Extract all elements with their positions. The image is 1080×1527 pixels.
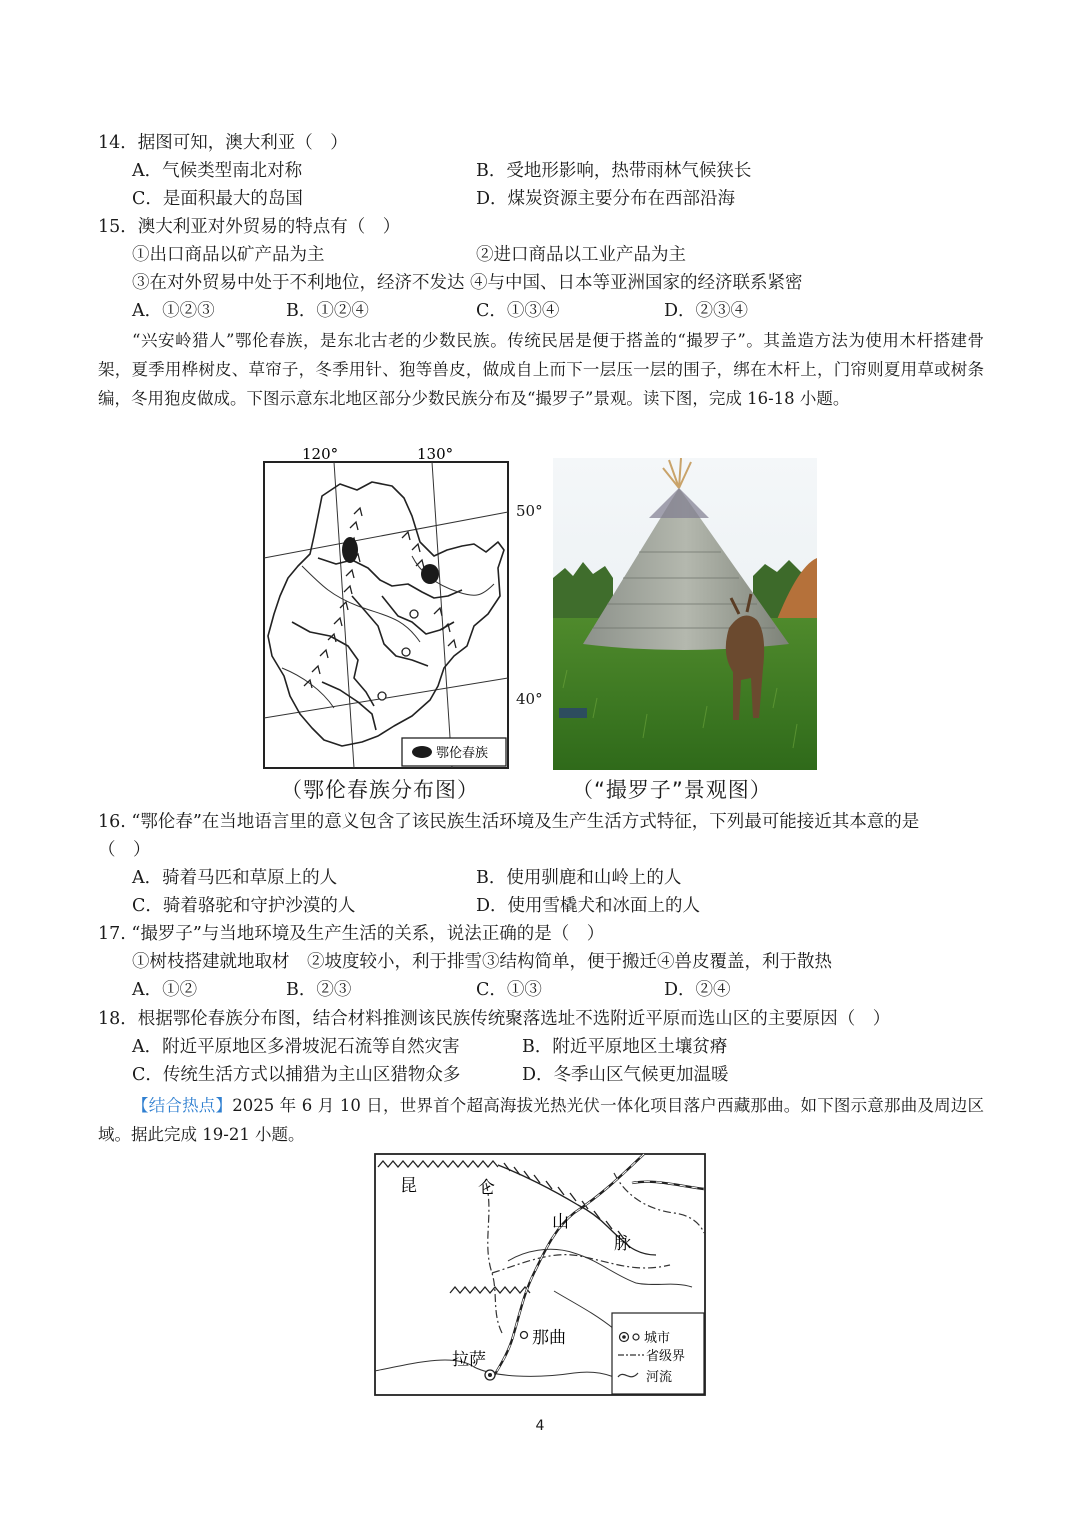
legend-city-label: 城市 <box>644 1331 671 1346</box>
q14-option-d: D．煤炭资源主要分布在西部沿海 <box>476 189 736 209</box>
q14-stem: 14．据图可知，澳大利亚（ ） <box>98 133 348 153</box>
material-naqu-text: 2025 年 6 月 10 日，世界首个超高海拔光热光伏一体化项目落户西藏那曲。如下图示意那曲及周边区域。据此完成 19-21 小题。 <box>98 1096 984 1144</box>
orogen-distribution-map <box>262 446 512 771</box>
q18-option-a: A．附近平原地区多滑坡泥石流等自然灾害 <box>132 1037 460 1057</box>
q18-option-c: C．传统生活方式以捕猎为主山区猎物众多 <box>132 1065 461 1085</box>
q16-option-a: A．骑着马匹和草原上的人 <box>132 868 338 888</box>
map-caption: （鄂伦春族分布图） <box>281 778 479 802</box>
q17-option-b: B．②③ <box>286 980 352 1000</box>
q17-option-c: C．①③ <box>476 980 542 1000</box>
label-mai: 脉 <box>614 1234 631 1254</box>
q14-option-c: C．是面积最大的岛国 <box>132 189 303 209</box>
orogen-area-east <box>421 564 439 584</box>
lat-40-text: 40° <box>516 690 543 708</box>
q17-statements: ①树枝搭建就地取材 ②坡度较小，利于排雪③结构简单，便于搬迁④兽皮覆盖，利于散热 <box>132 952 832 972</box>
material-naqu <box>98 1091 984 1149</box>
q15-option-c: C．①③④ <box>476 301 560 321</box>
q15-option-b: B．①②④ <box>286 301 369 321</box>
legend-border-label: 省级界 <box>646 1349 686 1364</box>
material-orogen: “兴安岭猎人”鄂伦春族，是东北古老的少数民族。传统民居是便于搭盖的“撮罗子”。其盖造方法为使用木杆搭建骨架，夏季用桦树皮、草帘子，冬季用针、狍等兽皮，做成自上而下一层压一层的围子，绑在木杆上，门帘则夏用草或树条编，冬用狍皮做成。下图示意东北地区部分少数民族分布及“撮罗子”景观。读下图，完成 16-18 小题。 <box>98 331 984 408</box>
orogen-area-west <box>342 537 358 563</box>
q18-option-b: B．附近平原地区土壤贫瘠 <box>522 1037 728 1057</box>
q15-statement-1: ①出口商品以矿产品为主 <box>132 245 325 265</box>
naqu-region-map <box>374 1153 706 1396</box>
q16-option-c: C．骑着骆驼和守护沙漠的人 <box>132 896 356 916</box>
q15-statement-3-4: ③在对外贸易中处于不利地位，经济不发达 ④与中国、日本等亚洲国家的经济联系紧密 <box>132 273 803 293</box>
q17-option-d: D．②④ <box>664 980 731 1000</box>
label-lasa: 拉萨 <box>452 1350 486 1370</box>
q15-statement-2: ②进口商品以工业产品为主 <box>476 245 686 265</box>
q14-option-a: A．气候类型南北对称 <box>132 161 303 181</box>
q16-option-b: B．使用驯鹿和山岭上的人 <box>476 868 682 888</box>
q15-stem: 15．澳大利亚对外贸易的特点有（ ） <box>98 217 401 237</box>
naqu-city-marker <box>521 1332 528 1339</box>
hot-topic-tag: 【结合热点】 <box>132 1096 233 1115</box>
q16-stem-bracket: （ ） <box>98 840 151 860</box>
label-lun: 仑 <box>478 1178 495 1198</box>
q15-option-a: A．①②③ <box>132 301 215 321</box>
q17-stem: 17. “撮罗子”与当地环境及生产生活的关系，说法正确的是（ ） <box>98 924 605 944</box>
lat-50-text: 50° <box>516 502 543 520</box>
q18-stem: 18．根据鄂伦春族分布图，结合材料推测该民族传统聚落选址不选附近平原而选山区的主要原因（ ） <box>98 1009 891 1029</box>
label-kun: 昆 <box>400 1176 417 1196</box>
q16-stem: 16. “鄂伦春”在当地语言里的意义包含了该民族生活环境及生产生活方式特征，下列最可能接近其本意的是 <box>98 812 920 832</box>
q16-option-d: D．使用雪橇犬和冰面上的人 <box>476 896 701 916</box>
photo-caption: （“撮罗子”景观图） <box>572 778 772 802</box>
label-naqu: 那曲 <box>532 1328 566 1348</box>
legend-river-label: 河流 <box>646 1370 673 1385</box>
q14-option-b: B．受地形影响，热带雨林气候狭长 <box>476 161 752 181</box>
page-number: 4 <box>535 1418 545 1434</box>
label-shan: 山 <box>552 1212 569 1232</box>
q18-option-d: D．冬季山区气候更加温暖 <box>522 1065 729 1085</box>
q15-option-d: D．②③④ <box>664 301 749 321</box>
q17-option-a: A．①② <box>132 980 198 1000</box>
cuoluozi-photo <box>553 458 817 770</box>
naqu-map-legend <box>612 1313 704 1394</box>
lon-120-label: 120° <box>302 446 339 463</box>
lon-130-label: 130° <box>417 446 454 463</box>
legend-orogen-label: 鄂伦春族 <box>436 746 489 761</box>
